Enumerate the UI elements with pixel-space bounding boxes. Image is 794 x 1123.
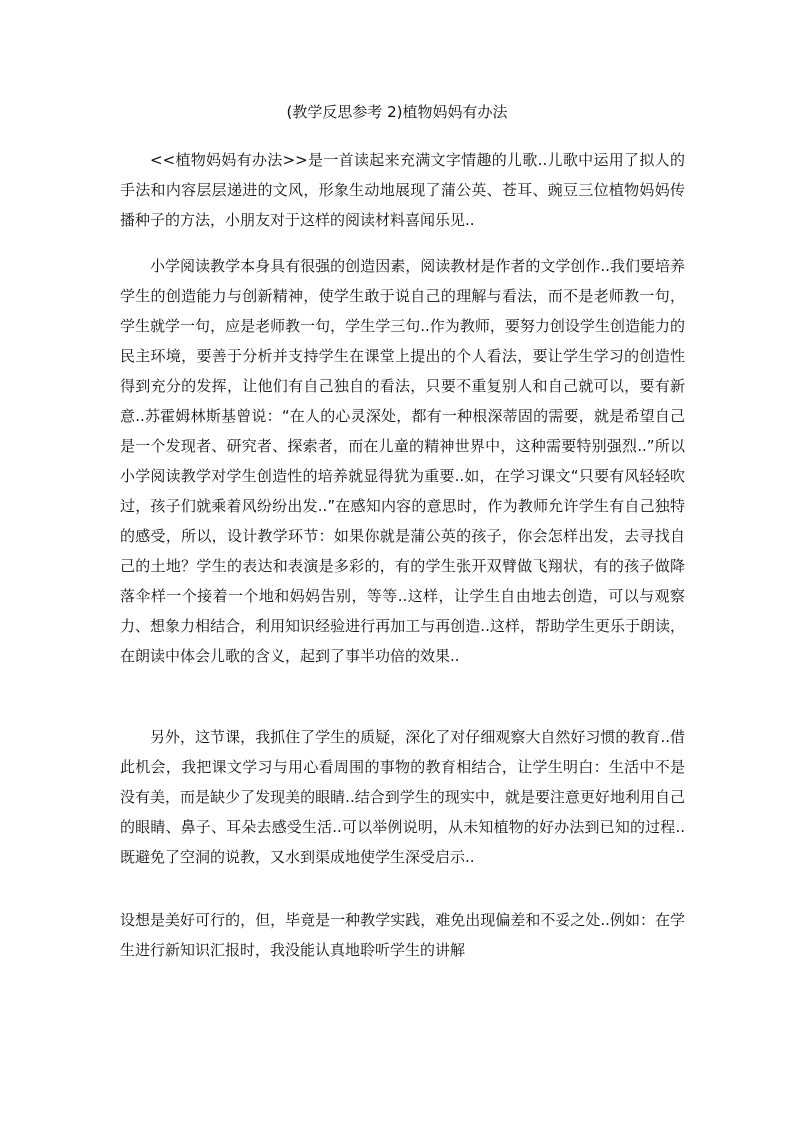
paragraph-observation: 另外，这节课，我抓住了学生的质疑，深化了对仔细观察大自然好习惯的教育..借此机会，我把课文学习与用心看周围的事物的教育相结合，让学生明白：生活中不是没有美，而是缺少了发现美的眼睛..结合到学生的现实中，就是要注意更好地利用自己的眼睛、鼻子、耳朵去感受生活..可以举例说明，从未知植物的好办法到已知的过程..既避免了空洞的说教，又水到渠成地使学生深受启示.. [120, 728, 685, 866]
document-title: (教学反思参考 2)植物妈妈有办法 [286, 103, 508, 121]
paragraph-reflection: 设想是美好可行的，但，毕竟是一种教学实践，难免出现偏差和不妥之处..例如：在学生进行新知识汇报时，我没能认真地聆听学生的讲解 [120, 911, 685, 959]
paragraph-creativity: 小学阅读教学本身具有很强的创造因素，阅读教材是作者的文学创作..我们要培养学生的创造能力与创新精神，使学生敢于说自己的理解与看法，而不是老师教一句，学生就学一句，应是老师教一句，学生学三句..作为教师，要努力创设学生创造能力的民主环境，要善于分析并支持学生在课堂上提出的个人看法，要让学生学习的创造性得到充分的发挥，让他们有自己独自的看法，只要不重复别人和自己就可以，要有新意..苏霍姆林斯基曾说：“在人的心灵深处，都有一种根深蒂固的需要，就是希望自己是一个发现者、研究者、探索者，而在儿童的精神世界中，这种需要特别强烈..”所以小学阅读教学对学生创造性的培养就显得犹为重要..如，在学习课文“只要有风轻轻吹过，孩子们就乘着风纷纷出发..”在感知内容的意思时，作为教师允许学生有自己独特的感受，所以，设计教学环节：如果你就是蒲公英的孩子，你会怎样出发，去寻找自己的土地？学生的表达和表演是多彩的，有的学生张开双臂做飞翔状，有的孩子做降落伞样一个接着一个地和妈妈告别，等等..这样，让学生自由地去创造，可以与观察力、想象力相结合，利用知识经验进行再加工与再创造..这样，帮助学生更乐于朗读，在朗读中体会儿歌的含义，起到了事半功倍的效果.. [120, 257, 685, 665]
paragraph-intro: <<植物妈妈有办法>>是一首读起来充满文字情趣的儿歌..儿歌中运用了拟人的手法和内容层层递进的文风，形象生动地展现了蒲公英、苍耳、豌豆三位植物妈妈传播种子的方法，小朋友对于这样的阅读材料喜闻乐见.. [120, 151, 685, 229]
